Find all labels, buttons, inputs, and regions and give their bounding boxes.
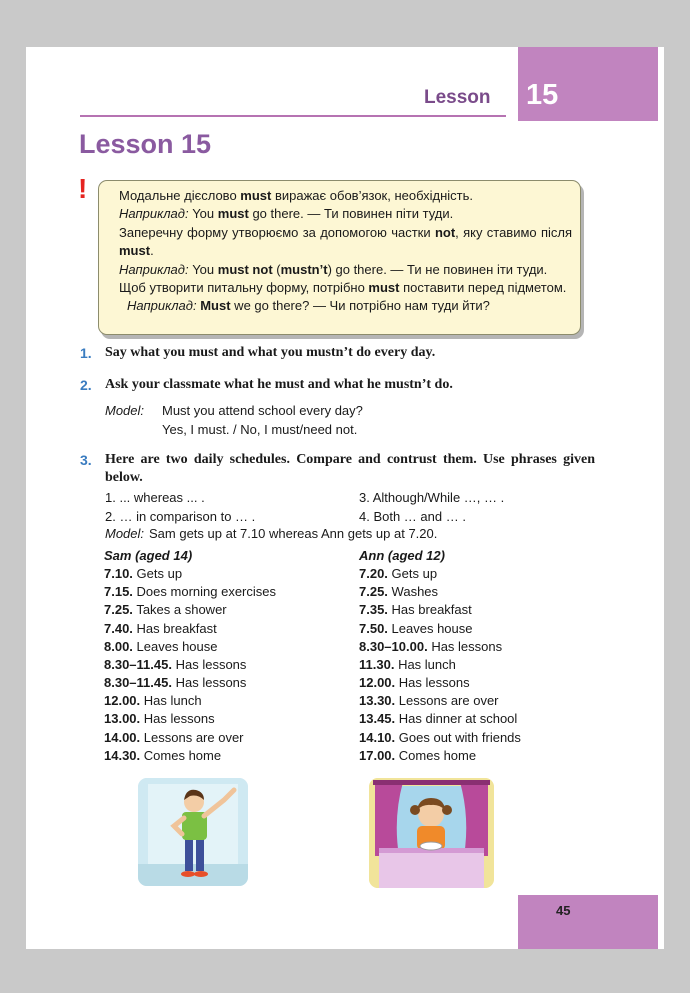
task-3 — [80, 451, 595, 487]
schedule-activity: Goes out with friends — [398, 729, 521, 745]
schedule-activity: Has lunch — [143, 693, 202, 709]
ann-breakfast-illustration — [369, 778, 494, 888]
schedule-activity: Lessons are over — [143, 729, 244, 745]
schedule-activity: Has breakfast — [391, 602, 472, 618]
rule-line-3: Щоб утворити питальну форму, потрібно must поставити перед підметом. — [119, 280, 567, 296]
schedule-time: 13.30. — [359, 693, 396, 709]
rule-example-3: Наприклад: Must we go there? — Чи потрібно нам туди йти? — [127, 298, 490, 314]
page-number: 45 — [556, 903, 571, 918]
schedule-time: 8.30–11.45. — [104, 656, 172, 672]
schedule-activity: Has lessons — [143, 711, 215, 727]
schedule-heading: Sam (aged 14) — [104, 548, 193, 563]
schedule-row — [359, 638, 521, 656]
rule-line-1: Модальне дієслово must виражає обов’язок, необхідність. — [119, 188, 473, 203]
attention-mark-icon: ! — [78, 173, 88, 204]
schedule-time: 7.50. — [359, 620, 388, 636]
schedule-row — [359, 583, 521, 601]
schedule-time: 13.00. — [104, 711, 141, 727]
rule-example-2: Наприклад: You must not (mustn’t) go there. — Ти не повинен іти туди. — [119, 261, 548, 277]
schedule-time: 8.00. — [104, 638, 133, 654]
grammar-rule-box — [98, 180, 581, 335]
schedule-row — [359, 692, 521, 710]
schedule-activity: Has breakfast — [136, 620, 217, 636]
schedule-row — [104, 601, 276, 619]
schedule-time: 7.40. — [104, 620, 133, 636]
task-text: Here are two daily schedules. Compare and contrust them. Use phrases given below. — [105, 452, 595, 485]
schedule-heading: Ann (aged 12) — [359, 548, 445, 563]
page-number-tab — [518, 895, 658, 949]
schedule-row — [104, 710, 276, 728]
header-lesson-label: Lesson — [424, 87, 491, 108]
phrase-4: 4. Both … and … . — [359, 509, 466, 524]
schedule-row — [359, 601, 521, 619]
sam-schedule — [104, 547, 276, 765]
schedule-row — [359, 620, 521, 638]
model-text: Sam gets up at 7.10 whereas Ann gets up at 7.20. — [149, 526, 438, 541]
phrase-1: 1. ... whereas ... . — [105, 490, 205, 505]
header-divider — [80, 115, 506, 117]
sam-exercise-illustration — [138, 778, 248, 886]
schedule-time: 14.10. — [359, 729, 396, 745]
schedule-time: 11.30. — [359, 656, 395, 672]
model-label: Model: — [105, 526, 145, 541]
schedule-activity: Comes home — [143, 747, 222, 763]
schedule-row — [104, 747, 276, 765]
schedule-row — [104, 656, 276, 674]
schedule-time: 7.35. — [359, 602, 388, 618]
schedule-activity: Has lessons — [175, 656, 247, 672]
schedule-row — [104, 620, 276, 638]
schedule-row — [104, 565, 276, 583]
task-2 — [80, 376, 595, 394]
schedule-row — [359, 656, 521, 674]
schedule-activity: Has lessons — [175, 675, 247, 691]
schedule-time: 14.30. — [104, 747, 141, 763]
page-title: Lesson 15 — [79, 129, 212, 159]
schedule-activity: Gets up — [391, 566, 438, 582]
schedule-row — [104, 674, 276, 692]
schedule-row — [359, 729, 521, 747]
schedule-activity: Takes a shower — [136, 602, 227, 618]
phrase-2: 2. … in comparison to … . — [105, 509, 256, 524]
schedule-activity: Leaves house — [391, 620, 473, 636]
schedule-row — [104, 583, 276, 601]
schedule-activity: Leaves house — [136, 638, 218, 654]
schedule-activity: Has lessons — [431, 638, 503, 654]
schedule-time: 8.30–11.45. — [104, 675, 172, 691]
schedule-row — [359, 747, 521, 765]
schedule-activity: Has dinner at school — [398, 711, 518, 727]
task-1 — [80, 344, 595, 362]
schedule-time: 17.00. — [359, 747, 396, 763]
ann-schedule — [359, 547, 521, 765]
schedule-time: 7.25. — [359, 584, 388, 600]
schedule-time: 8.30–10.00. — [359, 638, 428, 654]
textbook-page — [26, 47, 664, 949]
schedule-time: 7.10. — [104, 566, 133, 582]
model-line: Must you attend school every day? — [162, 403, 363, 418]
schedule-activity: Washes — [391, 584, 439, 600]
schedule-activity: Comes home — [398, 747, 477, 763]
schedule-row — [359, 565, 521, 583]
rule-line-2: Заперечну форму утворюємо за допомогою частки not, яку ставимо після must. — [119, 224, 572, 259]
schedule-time: 12.00. — [359, 675, 396, 691]
schedule-activity: Gets up — [136, 566, 183, 582]
schedule-row — [104, 638, 276, 656]
schedule-activity: Has lessons — [398, 675, 470, 691]
rule-example-1: Наприклад: You must go there. — Ти повинен піти туди. — [119, 206, 454, 222]
schedule-time: 7.25. — [104, 602, 133, 618]
task-text: Ask your classmate what he must and what he mustn’t do. — [105, 377, 453, 392]
task-number: 1. — [80, 345, 92, 361]
schedule-time: 7.15. — [104, 584, 133, 600]
schedule-row — [359, 710, 521, 728]
schedule-time: 7.20. — [359, 566, 388, 582]
header-lesson-number: 15 — [526, 79, 559, 111]
task-number: 3. — [80, 452, 92, 468]
task-text: Say what you must and what you mustn’t do every day. — [105, 345, 436, 360]
model-dialogue — [105, 402, 363, 439]
model-label: Model: — [105, 403, 145, 418]
task-number: 2. — [80, 377, 92, 393]
schedule-activity: Lessons are over — [398, 693, 499, 709]
schedule-time: 12.00. — [104, 693, 141, 709]
schedule-time: 14.00. — [104, 729, 141, 745]
schedule-activity: Does morning exercises — [136, 584, 276, 600]
phrase-3: 3. Although/While …, … . — [359, 490, 505, 505]
schedule-activity: Has lunch — [398, 656, 456, 672]
schedule-time: 13.45. — [359, 711, 396, 727]
schedule-row — [359, 674, 521, 692]
model-sentence — [105, 525, 437, 544]
model-line: Yes, I must. / No, I must/need not. — [162, 421, 358, 437]
schedule-row — [104, 692, 276, 710]
schedule-row — [104, 729, 276, 747]
